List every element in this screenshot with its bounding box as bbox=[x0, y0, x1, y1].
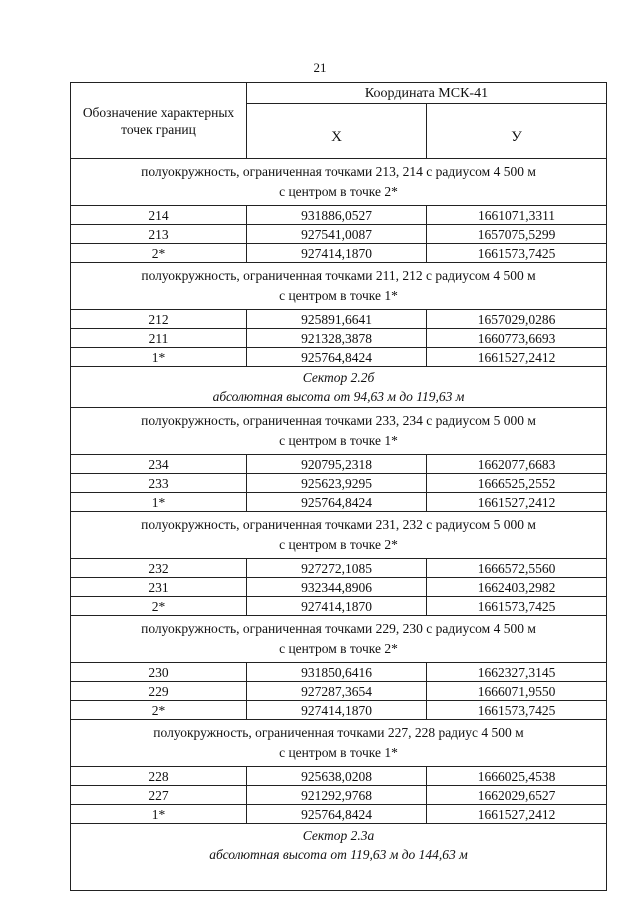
y-coordinate-cell: 1662077,6683 bbox=[427, 455, 607, 474]
table-row bbox=[71, 805, 607, 824]
semicircle-center: с центром в точке 1* bbox=[279, 745, 398, 760]
y-coordinate-cell: 1661573,7425 bbox=[427, 597, 607, 616]
semicircle-center: с центром в точке 1* bbox=[279, 288, 398, 303]
table-row bbox=[71, 474, 607, 493]
semicircle-center: с центром в точке 2* bbox=[279, 184, 398, 199]
sector-heading-row bbox=[71, 367, 607, 408]
y-coordinate-cell: 1666525,2552 bbox=[427, 474, 607, 493]
semicircle-bounds: полуокружность, ограниченная точками 229, 230 с радиусом 4 500 м bbox=[141, 621, 536, 636]
y-coordinate-cell: 1661071,3311 bbox=[427, 206, 607, 225]
semicircle-description-row bbox=[71, 408, 607, 455]
semicircle-description bbox=[71, 408, 607, 455]
point-id-cell: 2* bbox=[71, 597, 247, 616]
x-coordinate-cell: 921292,9768 bbox=[247, 786, 427, 805]
semicircle-description bbox=[71, 263, 607, 310]
point-id-cell: 228 bbox=[71, 767, 247, 786]
table-row bbox=[71, 329, 607, 348]
point-id-cell: 1* bbox=[71, 805, 247, 824]
table-row bbox=[71, 206, 607, 225]
semicircle-description-row bbox=[71, 263, 607, 310]
table-row bbox=[71, 493, 607, 512]
x-coordinate-cell: 927541,0087 bbox=[247, 225, 427, 244]
y-coordinate-cell: 1661527,2412 bbox=[427, 348, 607, 367]
semicircle-description-row bbox=[71, 616, 607, 663]
table-row bbox=[71, 455, 607, 474]
x-column-header: X bbox=[247, 104, 427, 159]
x-coordinate-cell: 925891,6641 bbox=[247, 310, 427, 329]
x-coordinate-cell: 931886,0527 bbox=[247, 206, 427, 225]
table-header-row bbox=[71, 83, 607, 104]
semicircle-bounds: полуокружность, ограниченная точками 211, 212 с радиусом 4 500 м bbox=[141, 268, 536, 283]
table-row bbox=[71, 559, 607, 578]
sector-heading bbox=[71, 824, 607, 891]
point-id-cell: 214 bbox=[71, 206, 247, 225]
table-row bbox=[71, 682, 607, 701]
y-coordinate-cell: 1661527,2412 bbox=[427, 805, 607, 824]
sector-heading-row bbox=[71, 824, 607, 891]
semicircle-description-row bbox=[71, 512, 607, 559]
point-id-cell: 227 bbox=[71, 786, 247, 805]
y-coordinate-cell: 1661527,2412 bbox=[427, 493, 607, 512]
sector-altitude-range: абсолютная высота от 119,63 м до 144,63 м bbox=[209, 847, 468, 862]
x-coordinate-cell: 932344,8906 bbox=[247, 578, 427, 597]
table-row bbox=[71, 578, 607, 597]
point-id-cell: 2* bbox=[71, 244, 247, 263]
x-coordinate-cell: 927287,3654 bbox=[247, 682, 427, 701]
y-coordinate-cell: 1657075,5299 bbox=[427, 225, 607, 244]
table-row bbox=[71, 597, 607, 616]
y-coordinate-cell: 1662029,6527 bbox=[427, 786, 607, 805]
point-id-cell: 231 bbox=[71, 578, 247, 597]
semicircle-bounds: полуокружность, ограниченная точками 227, 228 радиус 4 500 м bbox=[153, 725, 524, 740]
y-coordinate-cell: 1662403,2982 bbox=[427, 578, 607, 597]
semicircle-bounds: полуокружность, ограниченная точками 231, 232 с радиусом 5 000 м bbox=[141, 517, 536, 532]
semicircle-bounds: полуокружность, ограниченная точками 213, 214 с радиусом 4 500 м bbox=[141, 164, 536, 179]
sector-altitude-range: абсолютная высота от 94,63 м до 119,63 м bbox=[212, 389, 465, 404]
x-coordinate-cell: 925623,9295 bbox=[247, 474, 427, 493]
x-coordinate-cell: 925764,8424 bbox=[247, 805, 427, 824]
sector-heading bbox=[71, 367, 607, 408]
point-id-cell: 211 bbox=[71, 329, 247, 348]
x-coordinate-cell: 920795,2318 bbox=[247, 455, 427, 474]
x-coordinate-cell: 931850,6416 bbox=[247, 663, 427, 682]
y-coordinate-cell: 1661573,7425 bbox=[427, 701, 607, 720]
point-id-cell: 233 bbox=[71, 474, 247, 493]
table-row bbox=[71, 310, 607, 329]
semicircle-description bbox=[71, 720, 607, 767]
point-id-cell: 1* bbox=[71, 493, 247, 512]
semicircle-description bbox=[71, 616, 607, 663]
x-coordinate-cell: 927272,1085 bbox=[247, 559, 427, 578]
sector-name: Сектор 2.3а bbox=[302, 828, 375, 843]
semicircle-description-row bbox=[71, 720, 607, 767]
table-row bbox=[71, 663, 607, 682]
point-id-cell: 1* bbox=[71, 348, 247, 367]
y-coordinate-cell: 1666572,5560 bbox=[427, 559, 607, 578]
table-row bbox=[71, 244, 607, 263]
semicircle-center: с центром в точке 2* bbox=[279, 641, 398, 656]
y-coordinate-cell: 1666071,9550 bbox=[427, 682, 607, 701]
x-coordinate-cell: 921328,3878 bbox=[247, 329, 427, 348]
y-coordinate-cell: 1657029,0286 bbox=[427, 310, 607, 329]
x-coordinate-cell: 927414,1870 bbox=[247, 244, 427, 263]
y-coordinate-cell: 1662327,3145 bbox=[427, 663, 607, 682]
semicircle-center: с центром в точке 1* bbox=[279, 433, 398, 448]
semicircle-description bbox=[71, 159, 607, 206]
point-id-cell: 234 bbox=[71, 455, 247, 474]
y-coordinate-cell: 1666025,4538 bbox=[427, 767, 607, 786]
sector-name: Сектор 2.2б bbox=[302, 370, 375, 385]
y-coordinate-cell: 1660773,6693 bbox=[427, 329, 607, 348]
semicircle-description-row bbox=[71, 159, 607, 206]
semicircle-description bbox=[71, 512, 607, 559]
page-number: 21 bbox=[313, 60, 327, 75]
semicircle-center: с центром в точке 2* bbox=[279, 537, 398, 552]
designation-header: Обозначение характерных точек границ bbox=[71, 83, 247, 159]
coordinate-system-header: Координата МСК-41 bbox=[247, 83, 607, 104]
x-coordinate-cell: 925638,0208 bbox=[247, 767, 427, 786]
table-row bbox=[71, 701, 607, 720]
table-row bbox=[71, 225, 607, 244]
point-id-cell: 232 bbox=[71, 559, 247, 578]
coordinates-table-body bbox=[71, 83, 607, 891]
point-id-cell: 212 bbox=[71, 310, 247, 329]
y-coordinate-cell: 1661573,7425 bbox=[427, 244, 607, 263]
x-coordinate-cell: 925764,8424 bbox=[247, 348, 427, 367]
x-coordinate-cell: 927414,1870 bbox=[247, 701, 427, 720]
point-id-cell: 2* bbox=[71, 701, 247, 720]
point-id-cell: 229 bbox=[71, 682, 247, 701]
point-id-cell: 230 bbox=[71, 663, 247, 682]
semicircle-bounds: полуокружность, ограниченная точками 233, 234 с радиусом 5 000 м bbox=[141, 413, 536, 428]
table-row bbox=[71, 786, 607, 805]
table-row bbox=[71, 767, 607, 786]
x-coordinate-cell: 927414,1870 bbox=[247, 597, 427, 616]
x-coordinate-cell: 925764,8424 bbox=[247, 493, 427, 512]
table-row bbox=[71, 348, 607, 367]
point-id-cell: 213 bbox=[71, 225, 247, 244]
y-column-header: У bbox=[427, 104, 607, 159]
coordinates-table bbox=[70, 82, 607, 891]
